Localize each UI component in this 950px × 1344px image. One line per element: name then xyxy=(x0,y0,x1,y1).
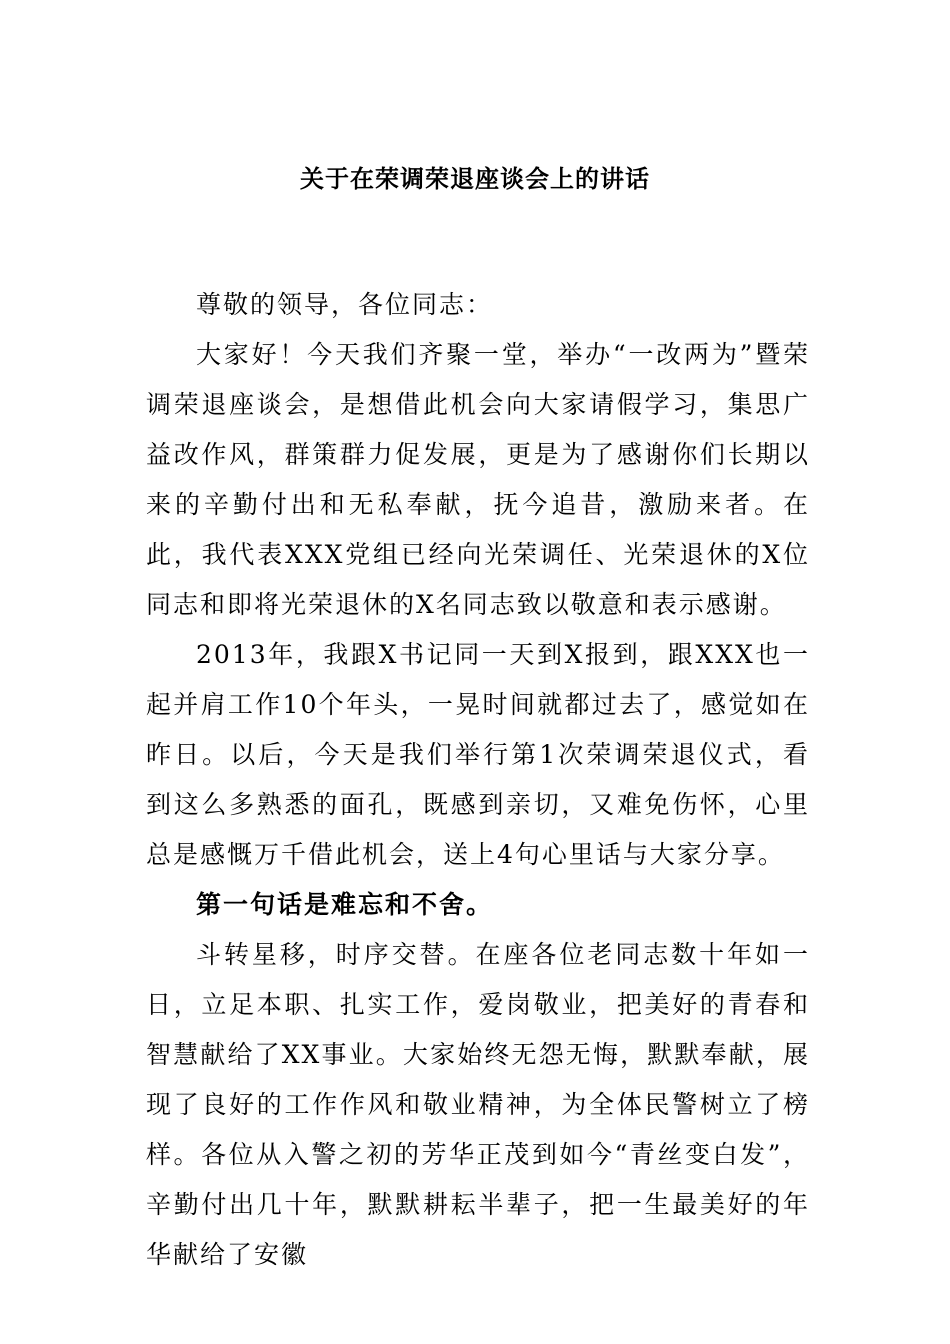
salutation-paragraph: 尊敬的领导，各位同志： xyxy=(196,290,494,319)
body-paragraph: 2013年，我跟X书记同一天到X报到，跟XXX也一起并肩工作10个年头，一晃时间就都过去了，感觉如在昨日。以后，今天是我们举行第1次荣调荣退仪式，看到这么多熟悉的面孔，既感到亲切，又难免伤怀，心里总是感慨万千借此机会，送上4句心里话与大家分享。 xyxy=(146,640,810,869)
document-body xyxy=(146,280,810,1280)
section-heading: 第一句话是难忘和不舍。 xyxy=(196,890,494,919)
document-title: 关于在荣调荣退座谈会上的讲话 xyxy=(300,164,650,193)
body-paragraph: 大家好！今天我们齐聚一堂，举办“一改两为”暨荣调荣退座谈会，是想借此机会向大家请假学习，集思广益改作风，群策群力促发展，更是为了感谢你们长期以来的辛勤付出和无私奉献，抚今追昔，激励来者。在此，我代表XXX党组已经向光荣调任、光荣退休的X位同志和即将光荣退休的X名同志致以敬意和表示感谢。 xyxy=(146,340,810,619)
body-paragraph: 斗转星移，时序交替。在座各位老同志数十年如一日，立足本职、扎实工作，爱岗敬业，把美好的青春和智慧献给了XX事业。大家始终无怨无悔，默默奉献，展现了良好的工作作风和敬业精神，为全体民警树立了榜样。各位从入警之初的芳华正茂到如今“青丝变白发”，辛勤付出几十年，默默耕耘半辈子，把一生最美好的年华献给了安徽 xyxy=(146,940,810,1269)
